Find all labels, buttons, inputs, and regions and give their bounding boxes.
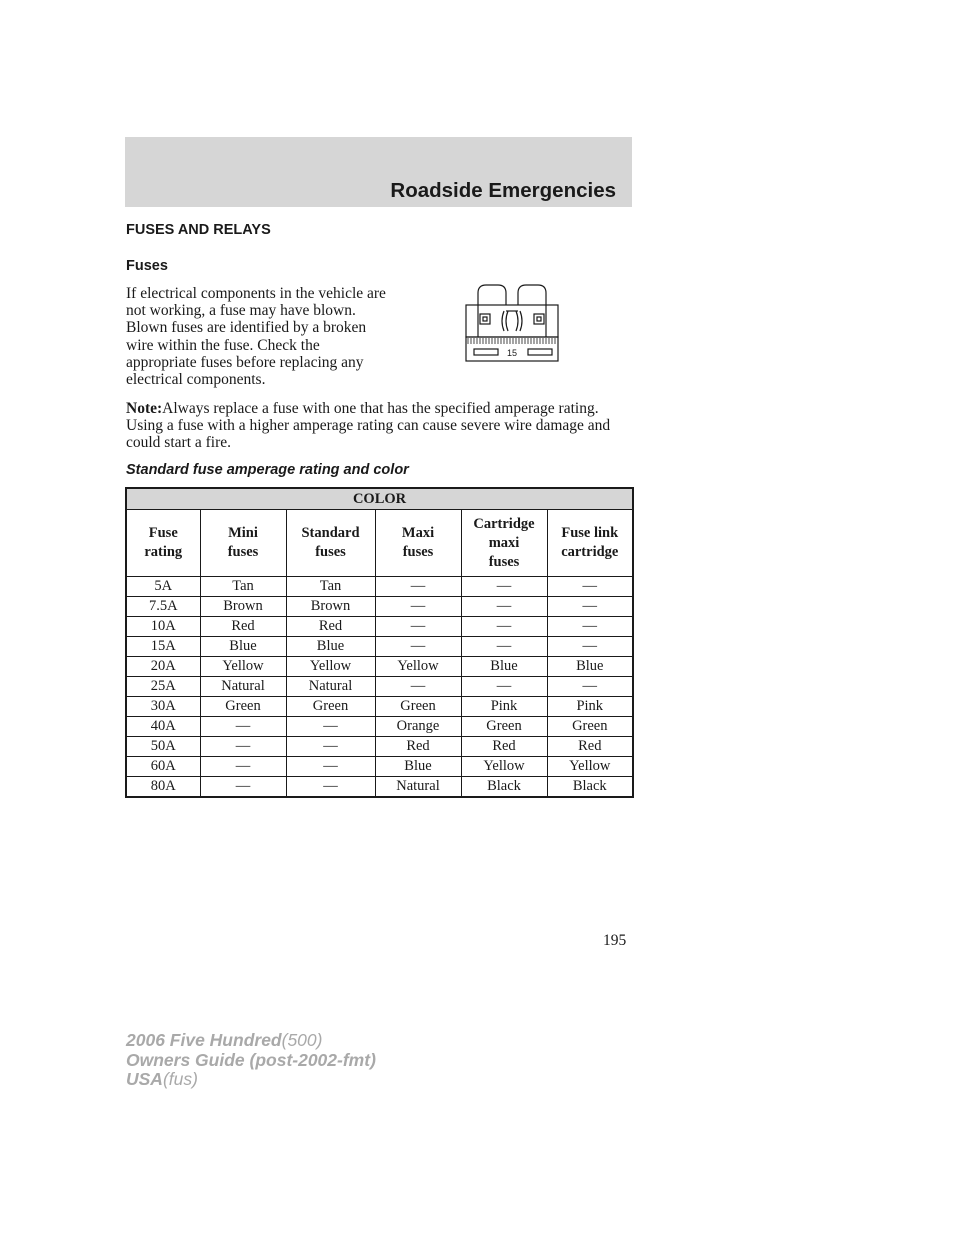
table-cell: 80A xyxy=(126,777,200,798)
table-cell: — xyxy=(461,577,547,597)
table-cell: 10A xyxy=(126,617,200,637)
table-cell: 15A xyxy=(126,637,200,657)
chapter-title: Roadside Emergencies xyxy=(390,179,616,202)
note-text: Always replace a fuse with one that has the specified amperage rating. Using a fuse with a higher amperage rating can cause severe wire damage and could start a fire. xyxy=(126,400,611,452)
table-cell: Pink xyxy=(547,697,633,717)
table-row xyxy=(126,657,633,677)
table-row xyxy=(126,637,633,657)
table-cell: Brown xyxy=(286,597,375,617)
table-cell: Blue xyxy=(461,657,547,677)
document-footer xyxy=(126,1031,376,1090)
table-row xyxy=(126,777,633,798)
warning-note xyxy=(126,400,636,452)
section-title: FUSES AND RELAYS xyxy=(126,222,271,238)
table-cell: Yellow xyxy=(375,657,461,677)
table-row xyxy=(126,717,633,737)
table-cell: Blue xyxy=(286,637,375,657)
table-cell: — xyxy=(461,597,547,617)
table-cell: — xyxy=(461,617,547,637)
table-cell: 50A xyxy=(126,737,200,757)
table-cell: Natural xyxy=(286,677,375,697)
table-cell: — xyxy=(286,737,375,757)
intro-paragraph: If electrical components in the vehicle are not working, a fuse may have blown. Blown fuses are identified by a broken wire within the fuse. Check the appropriate fuses before replacing any electrical components. xyxy=(126,285,386,389)
table-cell: 20A xyxy=(126,657,200,677)
header-band xyxy=(125,137,632,207)
table-row xyxy=(126,737,633,757)
note-label: Note: xyxy=(126,400,163,417)
table-cell: Brown xyxy=(200,597,286,617)
table-row xyxy=(126,617,633,637)
table-cell: — xyxy=(375,577,461,597)
table-cell: 40A xyxy=(126,717,200,737)
table-cell: — xyxy=(286,777,375,798)
table-cell: — xyxy=(200,717,286,737)
table-cell: — xyxy=(375,597,461,617)
footer-line-3: USA(fus) xyxy=(126,1069,198,1089)
table-row xyxy=(126,577,633,597)
table-cell: Pink xyxy=(461,697,547,717)
fuse-illustration xyxy=(460,281,564,365)
table-cell: — xyxy=(461,637,547,657)
table-cell: Red xyxy=(547,737,633,757)
table-cell: — xyxy=(286,757,375,777)
table-cell: Tan xyxy=(200,577,286,597)
table-cell: Red xyxy=(461,737,547,757)
footer-line-2: Owners Guide (post-2002-fmt) xyxy=(126,1049,376,1070)
page-number: 195 xyxy=(603,932,627,949)
column-header: Cartridge maxi fuses xyxy=(461,510,547,577)
table-cell: 5A xyxy=(126,577,200,597)
table-cell: Yellow xyxy=(547,757,633,777)
table-cell: — xyxy=(547,637,633,657)
color-group-header: COLOR xyxy=(126,488,633,510)
table-cell: — xyxy=(547,677,633,697)
table-cell: Blue xyxy=(547,657,633,677)
fuse-color-table xyxy=(125,487,634,798)
table-cell: — xyxy=(200,737,286,757)
column-header: Fuse rating xyxy=(126,510,200,577)
table-row xyxy=(126,697,633,717)
table-cell: — xyxy=(547,597,633,617)
table-cell: Green xyxy=(375,697,461,717)
table-cell: Blue xyxy=(375,757,461,777)
table-cell: — xyxy=(200,757,286,777)
table-cell: — xyxy=(200,777,286,798)
table-cell: Red xyxy=(375,737,461,757)
table-cell: Tan xyxy=(286,577,375,597)
table-row xyxy=(126,597,633,617)
table-cell: Green xyxy=(286,697,375,717)
subsection-title: Fuses xyxy=(126,258,168,274)
table-cell: 60A xyxy=(126,757,200,777)
table-cell: Red xyxy=(200,617,286,637)
table-cell: — xyxy=(547,617,633,637)
table-cell: 30A xyxy=(126,697,200,717)
table-cell: Green xyxy=(461,717,547,737)
table-cell: — xyxy=(375,617,461,637)
table-row xyxy=(126,757,633,777)
table-cell: Orange xyxy=(375,717,461,737)
table-row xyxy=(126,677,633,697)
table-cell: Blue xyxy=(200,637,286,657)
column-header: Mini fuses xyxy=(200,510,286,577)
table-cell: — xyxy=(375,677,461,697)
table-caption: Standard fuse amperage rating and color xyxy=(126,462,409,478)
table-cell: Black xyxy=(547,777,633,798)
table-cell: Green xyxy=(547,717,633,737)
table-cell: — xyxy=(375,637,461,657)
table-cell: Red xyxy=(286,617,375,637)
fuse-rating-label: 15 xyxy=(506,348,518,358)
column-header: Maxi fuses xyxy=(375,510,461,577)
table-cell: Black xyxy=(461,777,547,798)
column-header: Standard fuses xyxy=(286,510,375,577)
table-cell: Yellow xyxy=(200,657,286,677)
table-cell: Yellow xyxy=(461,757,547,777)
footer-line-1: 2006 Five Hundred(500) xyxy=(126,1030,323,1050)
table-cell: — xyxy=(547,577,633,597)
table-cell: 7.5A xyxy=(126,597,200,617)
table-cell: Natural xyxy=(375,777,461,798)
table-cell: Yellow xyxy=(286,657,375,677)
column-header: Fuse link cartridge xyxy=(547,510,633,577)
table-cell: — xyxy=(461,677,547,697)
table-cell: — xyxy=(286,717,375,737)
table-cell: Green xyxy=(200,697,286,717)
table-cell: 25A xyxy=(126,677,200,697)
table-cell: Natural xyxy=(200,677,286,697)
